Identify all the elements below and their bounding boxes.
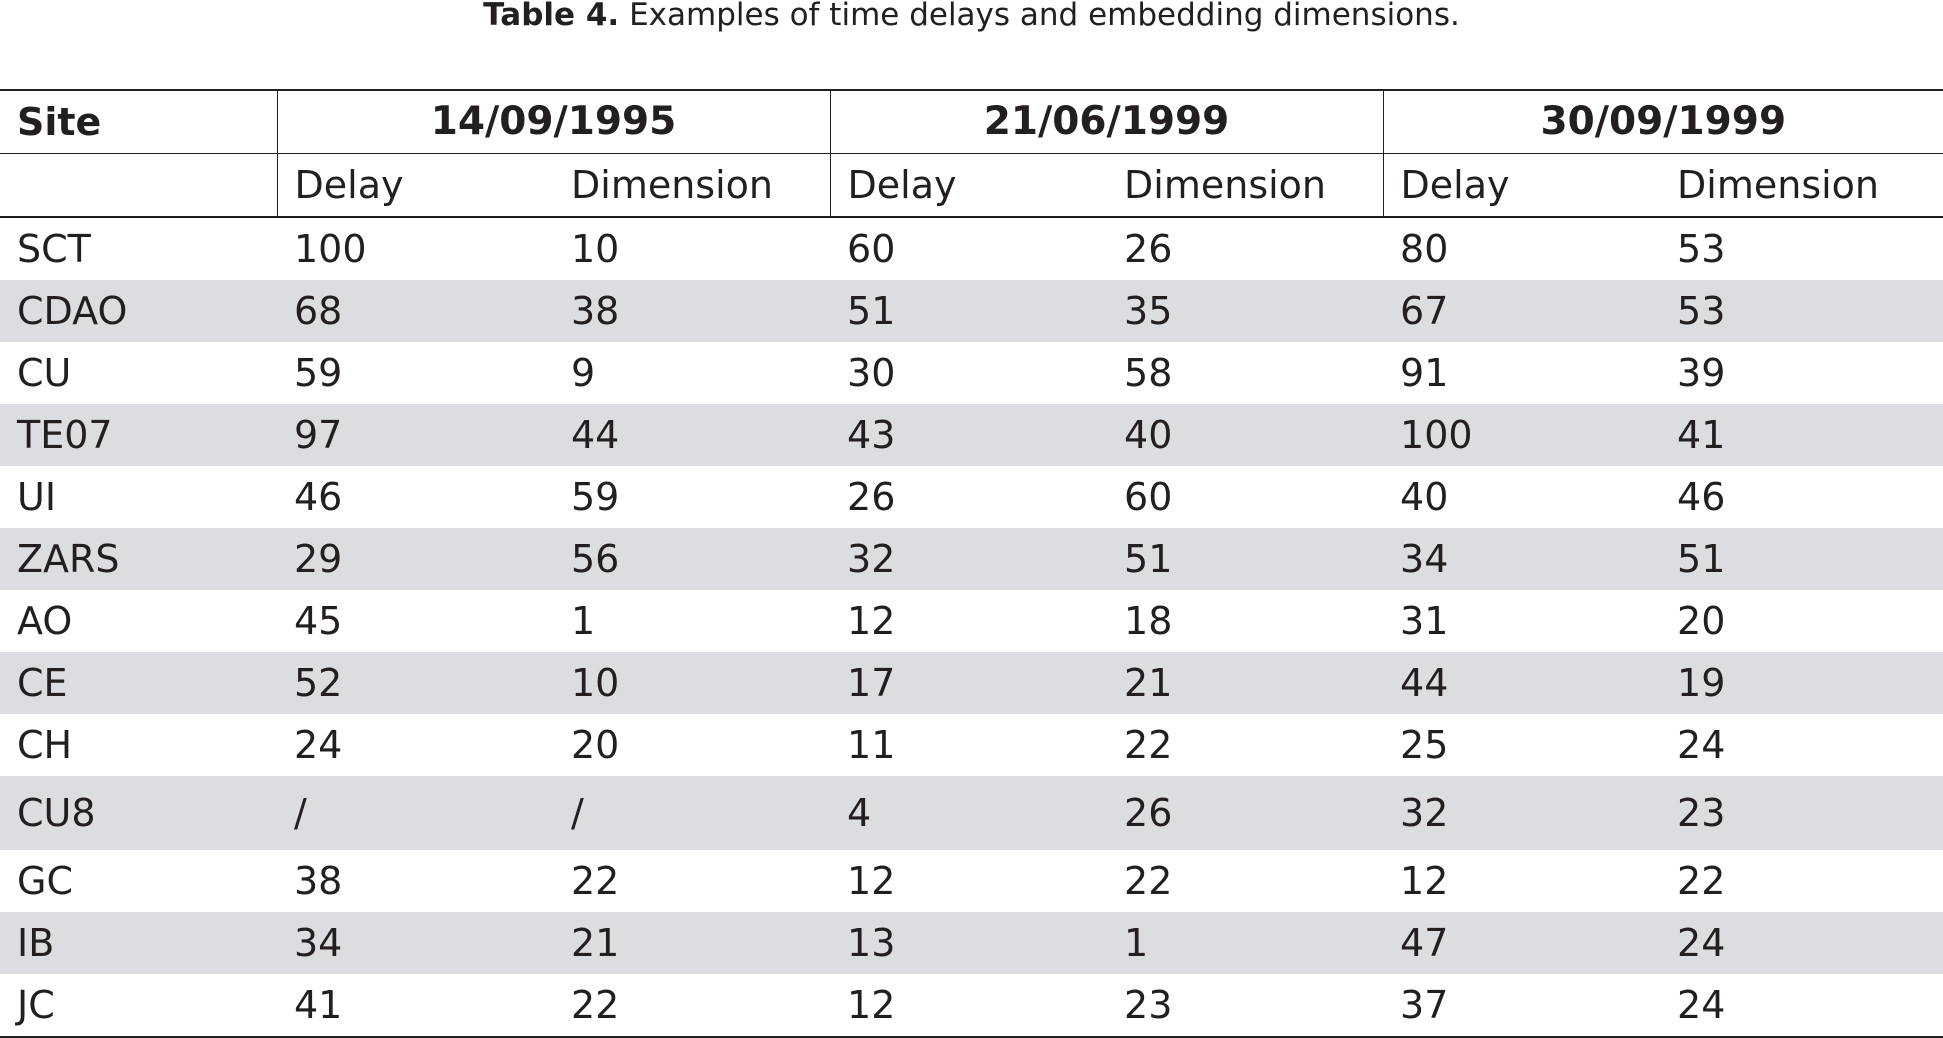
table-caption-text: Examples of time delays and embedding dimensions.: [619, 0, 1460, 33]
cell-delay: 47: [1383, 912, 1660, 974]
header-row-dates: [0, 90, 1943, 154]
cell-delay: 12: [1400, 859, 1449, 903]
table-body: [0, 217, 1943, 1037]
cell-delay: 34: [1383, 528, 1660, 590]
table-row: [0, 590, 1943, 652]
cell-delay: 12: [847, 859, 896, 903]
cell-site: CDAO: [0, 280, 277, 342]
cell-delay: 37: [1383, 974, 1660, 1037]
cell-dimension: 39: [1677, 351, 1726, 395]
cell-delay: 97: [277, 404, 554, 466]
cell-dimension: 38: [554, 280, 830, 342]
cell-dimension: 21: [1107, 652, 1383, 714]
column-header-site: Site: [0, 90, 277, 154]
time-delay-table: [0, 89, 1943, 1038]
cell-delay: 17: [830, 652, 1107, 714]
cell-delay: 43: [830, 404, 1107, 466]
cell-site: CH: [17, 723, 73, 767]
cell-dimension: 18: [1124, 599, 1173, 643]
cell-delay: /: [277, 776, 554, 850]
cell-dimension: 22: [1677, 859, 1726, 903]
cell-delay: 31: [1400, 599, 1449, 643]
header-row-measures: [0, 154, 1943, 218]
cell-site: CU8: [0, 776, 277, 850]
table-row: [0, 912, 1943, 974]
cell-dimension: 53: [1677, 227, 1726, 271]
cell-delay: 40: [1400, 475, 1449, 519]
cell-delay: 38: [294, 859, 343, 903]
cell-dimension: 21: [554, 912, 830, 974]
cell-dimension: 22: [1124, 859, 1173, 903]
cell-delay: 12: [830, 974, 1107, 1037]
cell-delay: 46: [294, 475, 343, 519]
table-row: [0, 280, 1943, 342]
cell-delay: 52: [277, 652, 554, 714]
cell-dimension: 1: [571, 599, 596, 643]
cell-delay: 67: [1383, 280, 1660, 342]
cell-site: SCT: [17, 227, 91, 271]
column-header-dimension: Dimension: [554, 154, 830, 218]
table-row: [0, 850, 1943, 912]
cell-dimension: 24: [1660, 974, 1943, 1037]
column-header-delay: Delay: [830, 154, 1107, 218]
table-caption-label: Table 4.: [483, 0, 620, 33]
cell-dimension: 53: [1660, 280, 1943, 342]
column-header-date: 14/09/1995: [277, 90, 830, 154]
cell-delay: 12: [847, 599, 896, 643]
cell-dimension: 23: [1107, 974, 1383, 1037]
cell-dimension: 59: [571, 475, 620, 519]
cell-dimension: 26: [1107, 776, 1383, 850]
cell-dimension: 51: [1107, 528, 1383, 590]
cell-dimension: 22: [571, 859, 620, 903]
table-caption: [0, 0, 1943, 36]
cell-site: CU: [17, 351, 72, 395]
table-row: [0, 714, 1943, 776]
cell-dimension: 26: [1124, 227, 1173, 271]
cell-site: AO: [17, 599, 73, 643]
cell-site: UI: [17, 475, 57, 519]
cell-site: TE07: [0, 404, 277, 466]
cell-site: CE: [0, 652, 277, 714]
cell-dimension: 9: [571, 351, 596, 395]
cell-delay: 68: [277, 280, 554, 342]
cell-dimension: 10: [571, 227, 620, 271]
table-row: [0, 404, 1943, 466]
cell-delay: 30: [847, 351, 896, 395]
cell-delay: 45: [294, 599, 343, 643]
cell-delay: 11: [847, 723, 896, 767]
cell-delay: 25: [1400, 723, 1449, 767]
table-row: [0, 528, 1943, 590]
cell-delay: 29: [277, 528, 554, 590]
cell-dimension: /: [554, 776, 830, 850]
cell-dimension: 22: [1124, 723, 1173, 767]
cell-site: GC: [17, 859, 73, 903]
cell-delay: 51: [830, 280, 1107, 342]
cell-site: IB: [0, 912, 277, 974]
cell-delay: 34: [277, 912, 554, 974]
cell-delay: 100: [1383, 404, 1660, 466]
cell-delay: 32: [1383, 776, 1660, 850]
cell-delay: 24: [294, 723, 343, 767]
column-header-empty: [0, 154, 277, 218]
cell-dimension: 23: [1660, 776, 1943, 850]
cell-dimension: 20: [1677, 599, 1726, 643]
cell-dimension: 19: [1660, 652, 1943, 714]
table-row: [0, 466, 1943, 528]
cell-dimension: 24: [1660, 912, 1943, 974]
table-row: [0, 652, 1943, 714]
cell-dimension: 22: [554, 974, 830, 1037]
cell-dimension: 60: [1124, 475, 1173, 519]
column-header-date: 21/06/1999: [830, 90, 1383, 154]
column-header-delay: Delay: [277, 154, 554, 218]
cell-dimension: 46: [1677, 475, 1726, 519]
cell-dimension: 56: [554, 528, 830, 590]
cell-delay: 44: [1383, 652, 1660, 714]
cell-dimension: 20: [571, 723, 620, 767]
table-row: [0, 776, 1943, 850]
cell-dimension: 24: [1677, 723, 1726, 767]
cell-delay: 26: [847, 475, 896, 519]
cell-delay: 59: [294, 351, 343, 395]
column-header-date: 30/09/1999: [1383, 90, 1943, 154]
cell-delay: 41: [277, 974, 554, 1037]
cell-site: JC: [0, 974, 277, 1037]
column-header-delay: Delay: [1383, 154, 1660, 218]
cell-dimension: 35: [1107, 280, 1383, 342]
column-header-dimension: Dimension: [1660, 154, 1943, 218]
cell-site: ZARS: [0, 528, 277, 590]
cell-delay: 32: [830, 528, 1107, 590]
cell-delay: 4: [830, 776, 1107, 850]
cell-dimension: 1: [1107, 912, 1383, 974]
cell-dimension: 10: [554, 652, 830, 714]
cell-dimension: 44: [554, 404, 830, 466]
cell-dimension: 40: [1107, 404, 1383, 466]
column-header-dimension: Dimension: [1107, 154, 1383, 218]
cell-delay: 100: [294, 227, 367, 271]
cell-delay: 60: [847, 227, 896, 271]
cell-delay: 13: [830, 912, 1107, 974]
table-row: [0, 974, 1943, 1037]
cell-dimension: 41: [1660, 404, 1943, 466]
cell-delay: 80: [1400, 227, 1449, 271]
cell-dimension: 51: [1660, 528, 1943, 590]
table-row: [0, 217, 1943, 280]
cell-delay: 91: [1400, 351, 1449, 395]
cell-dimension: 58: [1124, 351, 1173, 395]
table-row: [0, 342, 1943, 404]
